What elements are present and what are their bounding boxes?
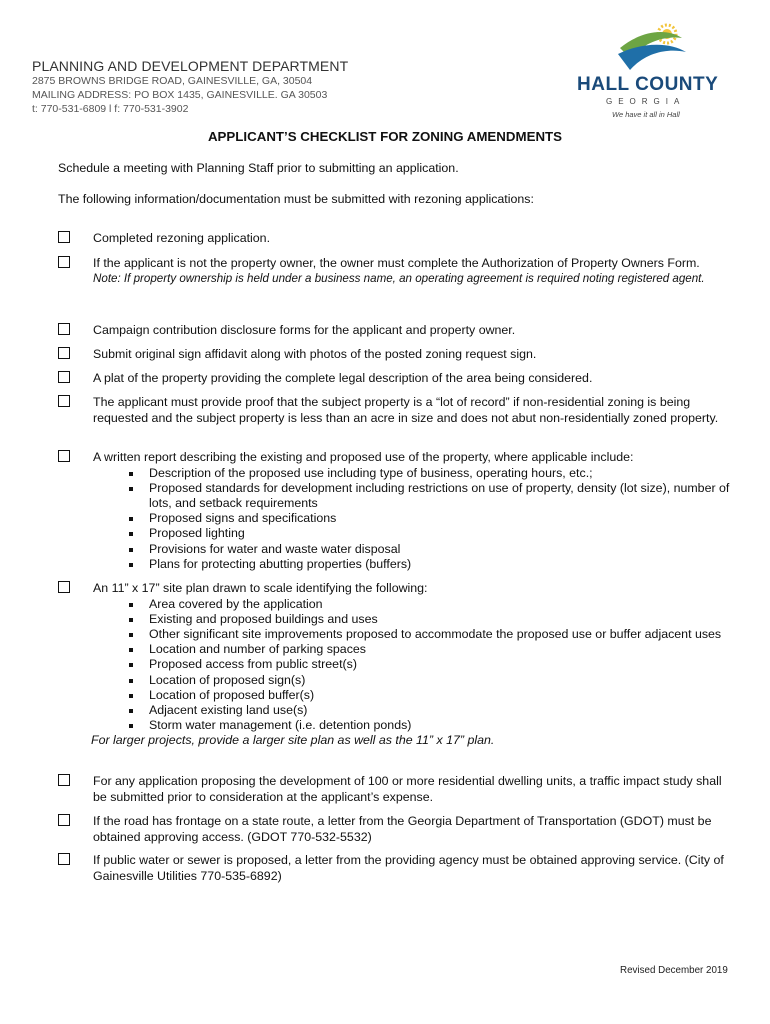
bullet-item: Plans for protecting abutting properties (buffers) (123, 557, 738, 572)
bullet-item: Proposed signs and specifications (123, 511, 738, 526)
checklist-item (58, 231, 738, 247)
intro-documents: The following information/documentation must be submitted with rezoning applications: (58, 192, 534, 206)
bullet-item: Provisions for water and waste water disposal (123, 542, 738, 557)
checklist-item-text: For any application proposing the development of 100 or more residential dwelling units, a traffic impact study shall be submitted prior to consideration at the applicant’s expense. (93, 774, 722, 804)
bullet-item: Area covered by the application (123, 597, 738, 612)
checklist-item (58, 371, 738, 387)
checklist-item-text: The applicant must provide proof that the subject property is a “lot of record” if non-residential zoning is being requested and the subject property is less than an acre in size and does not abut non-residentially zoned property. (93, 395, 719, 425)
bullet-item: Adjacent existing land use(s) (123, 703, 738, 718)
checklist-item-text: An 11” x 17” site plan drawn to scale identifying the following: (93, 581, 428, 595)
checkbox[interactable] (58, 853, 70, 865)
bullet-item: Proposed access from public street(s) (123, 657, 738, 672)
mailing-address: MAILING ADDRESS: PO BOX 1435, GAINESVILLE. GA 30503 (32, 89, 328, 101)
department-name: PLANNING AND DEVELOPMENT DEPARTMENT (32, 58, 349, 74)
checkbox[interactable] (58, 774, 70, 786)
bullet-item: Storm water management (i.e. detention ponds) (123, 718, 738, 733)
bullet-list (123, 466, 738, 572)
checkbox[interactable] (58, 450, 70, 462)
bullet-list (123, 597, 738, 734)
street-address: 2875 BROWNS BRIDGE ROAD, GAINESVILLE, GA, 30504 (32, 75, 313, 87)
logo-mark-icon (572, 18, 722, 78)
checklist-item (58, 774, 738, 805)
bullet-item: Proposed lighting (123, 526, 738, 541)
checklist-item (58, 450, 738, 572)
bullet-item: Location and number of parking spaces (123, 642, 738, 657)
bullet-item: Other significant site improvements proposed to accommodate the proposed use or buffer adjacent uses (123, 627, 738, 642)
checklist-item-text: Campaign contribution disclosure forms for the applicant and property owner. (93, 323, 516, 337)
bullet-item: Proposed standards for development including restrictions on use of property, density (lot size), number of lots, and setback requirements (123, 481, 738, 511)
checklist-item (58, 395, 738, 426)
checkbox[interactable] (58, 814, 70, 826)
checklist-item-text: Submit original sign affidavit along with photos of the posted zoning request sign. (93, 347, 537, 361)
bullet-item: Existing and proposed buildings and uses (123, 612, 738, 627)
page-title: APPLICANT’S CHECKLIST FOR ZONING AMENDMENTS (207, 129, 563, 144)
checklist-item-text: A plat of the property providing the complete legal description of the area being considered. (93, 371, 593, 385)
checkbox[interactable] (58, 395, 70, 407)
checklist-item-note: Note: If property ownership is held under a business name, an operating agreement is required noting registered agent. (93, 271, 705, 285)
intro-meeting: Schedule a meeting with Planning Staff prior to submitting an application. (58, 161, 459, 175)
checklist-item (58, 814, 738, 845)
checklist-item (58, 853, 738, 884)
bullet-item: Location of proposed sign(s) (123, 673, 738, 688)
checklist-item (58, 323, 738, 339)
checklist-item-text: Completed rezoning application. (93, 231, 271, 245)
checklist-item-text: If the road has frontage on a state route, a letter from the Georgia Department of Transportation (GDOT) must be obtained approving access. (GDOT 770-532-5532) (93, 814, 712, 844)
revision-date: Revised December 2019 (620, 965, 728, 976)
site-plan-note: For larger projects, provide a larger site plan as well as the 11” x 17” plan. (91, 733, 495, 748)
department-header (32, 58, 348, 116)
checkbox[interactable] (58, 256, 70, 268)
checklist-item-text: If public water or sewer is proposed, a letter from the providing agency must be obtained approving service. (City of Gainesville Utilities 770-535-6892) (93, 853, 724, 883)
checklist-item (58, 347, 738, 363)
checkbox[interactable] (58, 323, 70, 335)
checkbox[interactable] (58, 347, 70, 359)
checklist-item-text: If the applicant is not the property owner, the owner must complete the Authorization of Property Owners Form. (93, 256, 700, 270)
hall-county-logo (572, 18, 722, 118)
checklist-item (58, 581, 738, 749)
bullet-item: Description of the proposed use including type of business, operating hours, etc.; (123, 466, 738, 481)
checkbox[interactable] (58, 371, 70, 383)
checkbox[interactable] (58, 581, 70, 593)
bullet-item: Location of proposed buffer(s) (123, 688, 738, 703)
checkbox[interactable] (58, 231, 70, 243)
logo-tagline: We have it all in Hall (612, 110, 680, 119)
logo-county-name: HALL COUNTY (577, 74, 719, 95)
checklist-item (58, 256, 738, 286)
phone-fax: t: 770-531-6809 l f: 770-531-3902 (32, 103, 189, 115)
checklist-item-text: A written report describing the existing and proposed use of the property, where applicable include: (93, 450, 634, 464)
logo-state-name: GEORGIA (606, 97, 686, 106)
